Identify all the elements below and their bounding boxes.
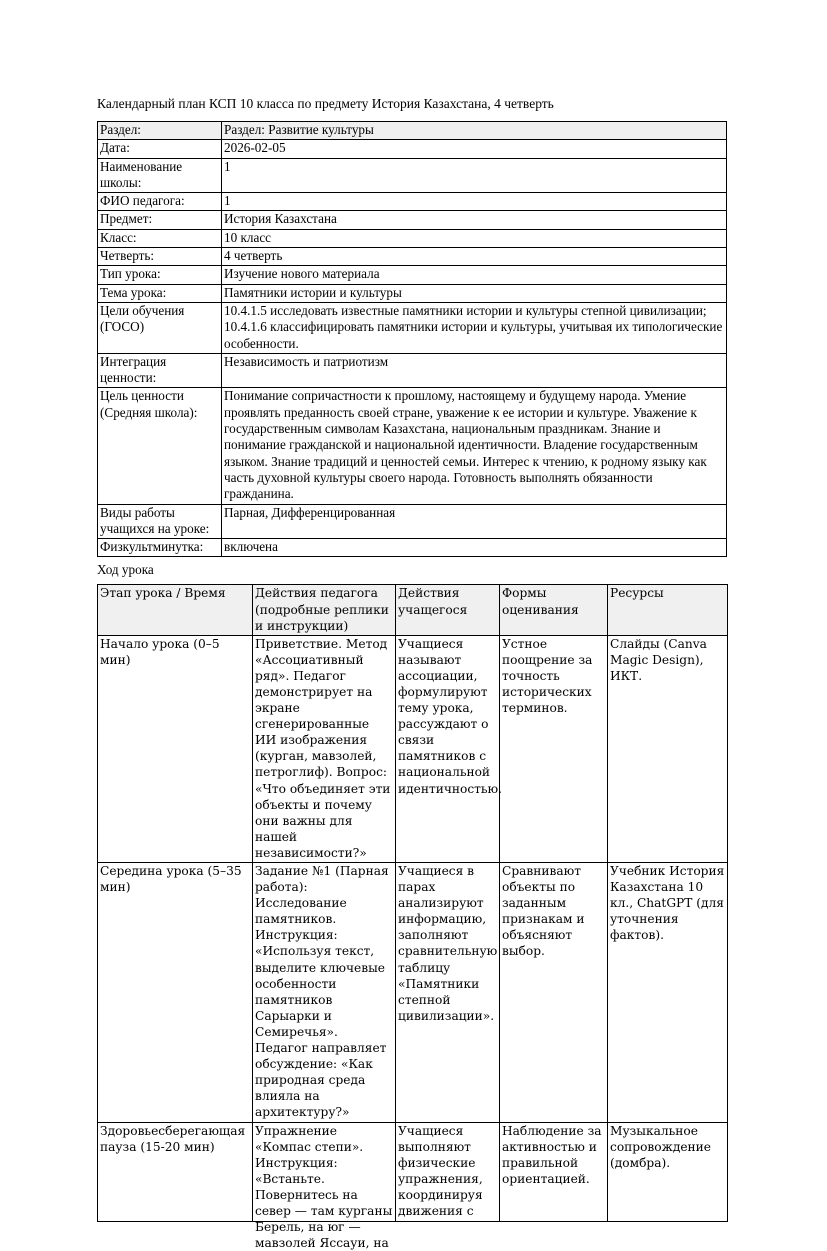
info-row [98, 248, 727, 266]
info-row [98, 122, 727, 140]
lesson-table-header-row [98, 585, 728, 635]
info-value: Раздел: Развитие культуры [222, 122, 727, 140]
column-header-student-actions: Действия учащегося [396, 585, 500, 635]
assessment-cell [500, 1122, 608, 1221]
lesson-row-start [98, 635, 728, 862]
document-page [97, 96, 727, 1251]
info-label: Цели обучения (ГОСО) [98, 302, 222, 353]
info-row [98, 388, 727, 504]
info-row [98, 302, 727, 353]
info-value: 1 [222, 158, 727, 193]
student-actions-cell: Учащиеся в парах анализируют информацию, заполняют сравнительную таблицу «Памятники степной цивилизации». [396, 863, 500, 1123]
stage-cell [98, 1122, 253, 1221]
assessment-cell: Сравнивают объекты по заданным признакам и объясняют выбор. [500, 863, 608, 1123]
info-label: Цель ценности (Средняя школа): [98, 388, 222, 504]
info-label: Интеграция ценности: [98, 353, 222, 388]
info-row [98, 193, 727, 211]
info-row [98, 504, 727, 539]
info-label: Тема урока: [98, 284, 222, 302]
column-header-assessment: Формы оценивания [500, 585, 608, 635]
info-value: Памятники истории и культуры [222, 284, 727, 302]
resources-cell: Слайды (Canva Magic Design), ИКТ. [608, 635, 728, 862]
lesson-row-middle [98, 863, 728, 1123]
info-row [98, 158, 727, 193]
stage-cell: Начало урока (0–5 мин) [98, 635, 253, 862]
column-header-teacher-actions: Действия педагога (подробные реплики и инструкции) [253, 585, 396, 635]
page-title: Календарный план КСП 10 класса по предмету История Казахстана, 4 четверть [97, 96, 554, 111]
info-value: 1 [222, 193, 727, 211]
stage-text: Здоровьесберегающая пауза (15-20 мин) [100, 1123, 246, 1154]
info-value: Парная, Дифференцированная [222, 504, 727, 539]
teacher-actions-cell: Задание №1 (Парная работа): Исследование памятников. Инструкция: «Используя текст, выделите ключевые особенности памятников Сарыарки и Семиречья». Педагог направляет обсуждение: «Как природная среда влияла на архитектуру?» [253, 863, 396, 1123]
info-label: Класс: [98, 229, 222, 247]
info-row [98, 211, 727, 229]
assessment-text: Наблюдение за активностью и правильной ориентацией. [502, 1123, 602, 1186]
info-label: Предмет: [98, 211, 222, 229]
lesson-flow-table [97, 584, 728, 1251]
stage-cell: Середина урока (5–35 мин) [98, 863, 253, 1123]
info-value: включена [222, 539, 727, 557]
info-label: Тип урока: [98, 266, 222, 284]
student-actions-cell: Учащиеся называют ассоциации, формулируют тему урока, рассуждают о связи памятников с национальной идентичностью. [396, 635, 500, 862]
info-label: Наименование школы: [98, 158, 222, 193]
column-header-stage: Этап урока / Время [98, 585, 253, 635]
resources-cell: Учебник История Казахстана 10 кл., ChatGPT (для уточнения фактов). [608, 863, 728, 1123]
info-row [98, 284, 727, 302]
student-actions-cell [396, 1122, 500, 1221]
info-value: 4 четверть [222, 248, 727, 266]
info-value: 10 класс [222, 229, 727, 247]
info-value: История Казахстана [222, 211, 727, 229]
info-label: Раздел: [98, 122, 222, 140]
teacher-actions-text: Упражнение «Компас степи». Инструкция: «Встаньте. Повернитесь на север — там курганы Берель, на юг — мавзолей Яссауи, на [255, 1123, 393, 1251]
info-label: ФИО педагога: [98, 193, 222, 211]
info-value: 10.4.1.5 исследовать известные памятники истории и культуры степной цивилизации; 10.4.1.6 классифицировать памятники истории и культуры, учитывая их типологические особенности. [222, 302, 727, 353]
info-label: Четверть: [98, 248, 222, 266]
info-label: Физкультминутка: [98, 539, 222, 557]
assessment-cell: Устное поощрение за точность исторических терминов. [500, 635, 608, 862]
info-value: Понимание сопричастности к прошлому, настоящему и будущему народа. Умение проявлять преданность своей стране, уважение к ее истории и культуре. Уважение к государственным символам Казахстана, национальным праздникам. Знание и понимание гражданской и национальной идентичности. Владение государственным языком. Знание традиций и ценностей семьи. Интерес к чтению, к родному языку как часть духовной культуры своего народа. Готовность выполнять обязанности гражданина. [222, 388, 727, 504]
info-value: Независимость и патриотизм [222, 353, 727, 388]
info-label: Дата: [98, 140, 222, 158]
info-row [98, 266, 727, 284]
info-row [98, 140, 727, 158]
lesson-row-health-pause [98, 1122, 728, 1221]
resources-cell [608, 1122, 728, 1221]
section-heading: Ход урока [97, 562, 154, 578]
info-label: Виды работы учащихся на уроке: [98, 504, 222, 539]
resources-text: Музыкальное сопровождение (домбра). [610, 1123, 712, 1170]
info-row [98, 539, 727, 557]
info-row [98, 229, 727, 247]
column-header-resources: Ресурсы [608, 585, 728, 635]
teacher-actions-cell: Приветствие. Метод «Ассоциативный ряд». Педагог демонстрирует на экране сгенерированные ИИ изображения (курган, мавзолей, петроглиф). Вопрос: «Что объединяет эти объекты и почему они важны для нашей независимости?» [253, 635, 396, 862]
info-row [98, 353, 727, 388]
lesson-info-table [97, 121, 727, 557]
info-value: Изучение нового материала [222, 266, 727, 284]
info-value: 2026-02-05 [222, 140, 727, 158]
teacher-actions-cell [253, 1122, 396, 1251]
student-actions-text: Учащиеся выполняют физические упражнения, координируя движения с [398, 1123, 483, 1218]
